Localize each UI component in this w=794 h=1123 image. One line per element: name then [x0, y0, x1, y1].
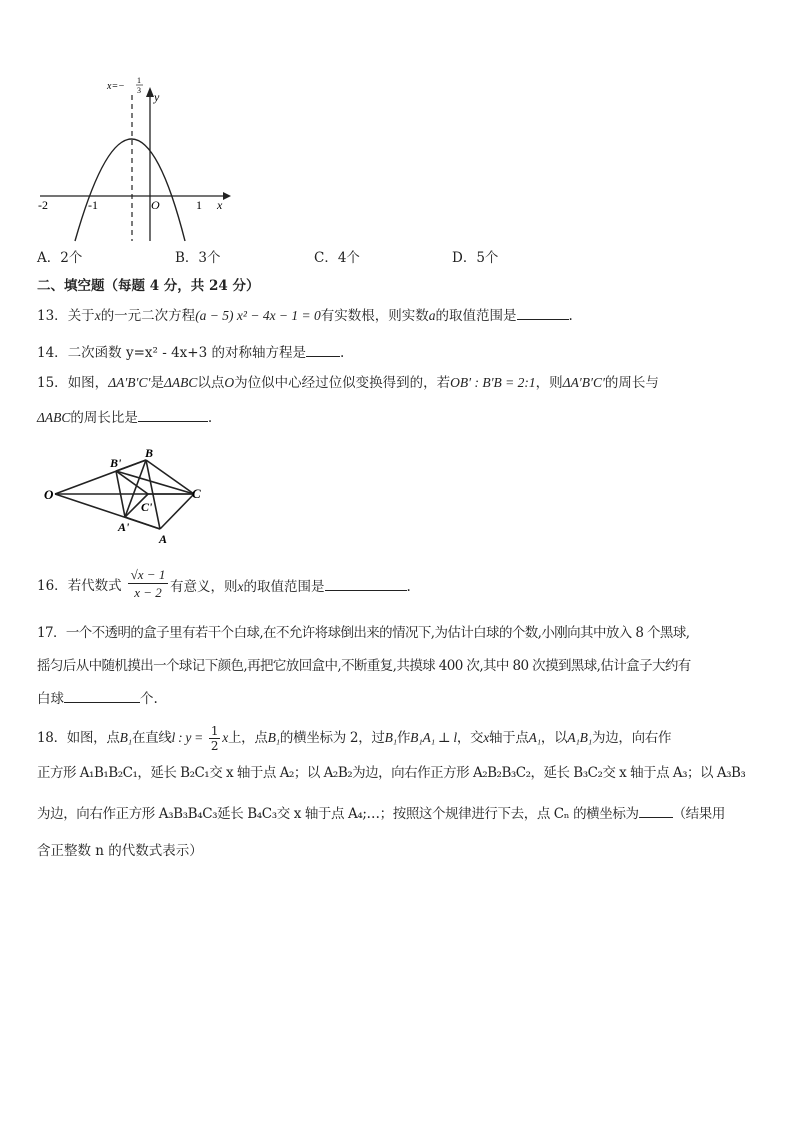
- option-text: 3个: [198, 250, 221, 266]
- q16-var-x: x: [237, 579, 244, 594]
- q15-triangle-prime: ΔA′B′C′: [108, 375, 151, 390]
- q13-var-x: x: [94, 308, 101, 323]
- q15-triangle-abc: ΔABC: [163, 375, 198, 390]
- answer-blank[interactable]: [325, 576, 407, 591]
- point-label-a: A: [159, 532, 168, 546]
- q13-var-a: a: [428, 308, 436, 323]
- q13-equation: (a − 5) x² − 4x − 1 = 0: [195, 308, 321, 323]
- q18-b1-2: B₁: [267, 730, 280, 745]
- question-17-line-3: [37, 688, 158, 709]
- q18-line-eq-pre: l : y =: [171, 730, 203, 745]
- q18-line3-b: （结果用: [672, 806, 725, 822]
- option-letter: A．: [37, 250, 61, 266]
- q18-text-i: 为边，向右作: [592, 730, 672, 746]
- question-number: 14．: [37, 345, 68, 361]
- point-label-b-prime: B': [110, 456, 122, 470]
- option-b: [175, 248, 221, 268]
- question-number: 16．: [37, 578, 68, 594]
- answer-blank[interactable]: [517, 305, 569, 320]
- q15-text-1: 如图，: [67, 375, 109, 391]
- option-text: 2个: [60, 250, 83, 266]
- tick-label-neg1: -1: [88, 198, 98, 212]
- q16-text-2: 有意义，则: [170, 579, 238, 595]
- question-18-line-2: 正方形 A₁B₁B₂C₁，延长 B₂C₁交 x 轴于点 A₂；以 A₂B₂为边，向右作正方形 A₂B₂B₃C₂，延长 B₃C₂交 x 轴于点 A₃；以 A₃B₃: [37, 765, 746, 781]
- option-letter: B．: [175, 250, 199, 266]
- q13-text-3: 有实数根，则实数: [320, 308, 429, 324]
- q15-triangle-prime-2: ΔA′B′C′: [562, 375, 605, 390]
- symmetry-frac-den: 3: [137, 86, 141, 95]
- q18-text-h: ，以: [540, 730, 568, 746]
- q18-text-g: 轴于点: [488, 730, 529, 746]
- option-letter: C．: [314, 250, 338, 266]
- q15-text-4: 为位似中心经过位似变换得到的，若: [234, 375, 451, 391]
- q18-frac-den: 2: [210, 739, 219, 753]
- q18-a1b1: A₁B₁: [567, 730, 592, 745]
- q18-line-eq-post: x: [222, 730, 228, 745]
- q18-text-b: 在直线: [131, 730, 172, 746]
- q18-text-a: 18．如图，点: [37, 730, 120, 746]
- point-label-o: O: [44, 487, 54, 502]
- y-axis-arrow: [146, 87, 154, 97]
- y-axis-label: y: [154, 90, 160, 104]
- q18-frac-num: 1: [210, 724, 219, 738]
- q15-ratio: OB′ : B′B = 2:1: [450, 375, 536, 390]
- tick-label-neg2: -2: [38, 198, 48, 212]
- segment-bc: [146, 460, 194, 494]
- q18-text-d: 的横坐标为 2，过: [279, 730, 385, 746]
- question-18-line-4: 含正整数 n 的代数式表示）: [37, 843, 203, 859]
- q18-a1: A₁: [528, 730, 541, 745]
- question-17-line-2: 摇匀后从中随机摸出一个球记下颜色,再把它放回盒中,不断重复,共摸球 400 次,其中 80 次摸到黑球,估计盒子大约有: [37, 658, 691, 674]
- answer-blank[interactable]: [639, 803, 673, 818]
- q18-line3-a: 为边，向右作正方形 A₃B₃B₄C₃延长 B₄C₃交 x 轴于点 A₄;…；按照这个规律进行下去，点 Cₙ 的横坐标为: [37, 806, 639, 822]
- x-axis-arrow: [223, 192, 231, 200]
- q18-text-c: 上，点: [227, 730, 268, 746]
- q16-text-3: 的取值范围是: [243, 579, 325, 595]
- point-label-c: C: [192, 486, 201, 501]
- section-title: 二、填空题（每题 4 分，共 24 分）: [37, 278, 260, 294]
- answer-blank[interactable]: [306, 342, 340, 357]
- question-18-line-1: [37, 724, 671, 753]
- question-17-line-1: 17．一个不透明的盒子里有若干个白球,在不允许将球倒出来的情况下,为估计白球的个数,小刚向其中放入 8 个黑球,: [37, 625, 690, 641]
- option-c: [314, 248, 360, 268]
- question-14: [37, 342, 344, 363]
- parabola-curve: [75, 139, 185, 241]
- q14-end: .: [339, 345, 345, 361]
- question-18-line-3: [37, 803, 725, 824]
- option-a: [37, 248, 82, 268]
- q18-perp: B₁A₁ ⊥ l: [410, 730, 457, 745]
- q18-x: x: [483, 730, 489, 745]
- question-15-line-1: [37, 373, 659, 393]
- similar-triangles-figure: [42, 445, 217, 550]
- q18-text-f: ，交: [456, 730, 484, 746]
- q15-text-2: 是: [150, 375, 164, 391]
- q17-line3-pre: 白球: [37, 691, 64, 707]
- question-16-cont: [170, 576, 411, 597]
- segment-b-prime-c-prime: [116, 471, 148, 494]
- option-letter: D．: [452, 250, 477, 266]
- q15-text-6: 的周长与: [604, 375, 659, 391]
- point-label-b: B: [145, 446, 154, 460]
- x-axis-label: x: [217, 198, 223, 212]
- symmetry-label: x=−: [107, 81, 125, 92]
- q14-text: 二次函数 y=x² - 4x+3 的对称轴方程是: [67, 345, 306, 361]
- q15-text-3: 以点: [197, 375, 225, 391]
- segment-b-prime-c: [116, 471, 194, 494]
- q17-line3-post: 个.: [140, 691, 158, 707]
- question-15-line-2: [37, 407, 212, 428]
- q15-text-5: ，则: [535, 375, 563, 391]
- point-label-c-prime: C': [141, 500, 153, 514]
- answer-blank[interactable]: [64, 688, 140, 703]
- q18-text-e: 作: [396, 730, 411, 746]
- question-number: 13．: [37, 308, 68, 324]
- option-text: 4个: [337, 250, 360, 266]
- q18-b1: B₁: [119, 730, 132, 745]
- answer-blank[interactable]: [138, 407, 208, 422]
- question-number: 15．: [37, 375, 68, 391]
- symmetry-frac-num: 1: [137, 76, 141, 85]
- q15-point-o: O: [224, 375, 235, 390]
- q15-end: .: [207, 410, 213, 426]
- parabola-graph: [30, 75, 240, 250]
- segment-a-prime-a: [125, 517, 160, 529]
- q16-text-1: 若代数式: [67, 578, 122, 594]
- q18-b1-3: B₁: [384, 730, 397, 745]
- q18-fraction: [209, 724, 220, 753]
- q13-text-4: 的取值范围是: [435, 308, 517, 324]
- question-16: [37, 576, 122, 596]
- q16-end: .: [406, 579, 411, 595]
- q15-line2-text: 的周长比是: [70, 410, 138, 426]
- q16-fraction: [128, 566, 168, 601]
- origin-label: O: [151, 198, 160, 212]
- tick-label-1: 1: [196, 198, 202, 212]
- q16-numerator: √x − 1: [128, 566, 168, 584]
- q16-denominator: x − 2: [134, 585, 162, 600]
- point-label-a-prime: A': [118, 520, 130, 534]
- q13-text-1: 关于: [67, 308, 95, 324]
- option-text: 5个: [476, 250, 499, 266]
- q13-end: .: [568, 308, 573, 324]
- question-13: [37, 305, 573, 326]
- option-d: [452, 248, 498, 268]
- q15-triangle-abc-2: ΔABC: [37, 410, 71, 425]
- q13-text-2: 的一元二次方程: [100, 308, 196, 324]
- segment-ca: [160, 494, 194, 529]
